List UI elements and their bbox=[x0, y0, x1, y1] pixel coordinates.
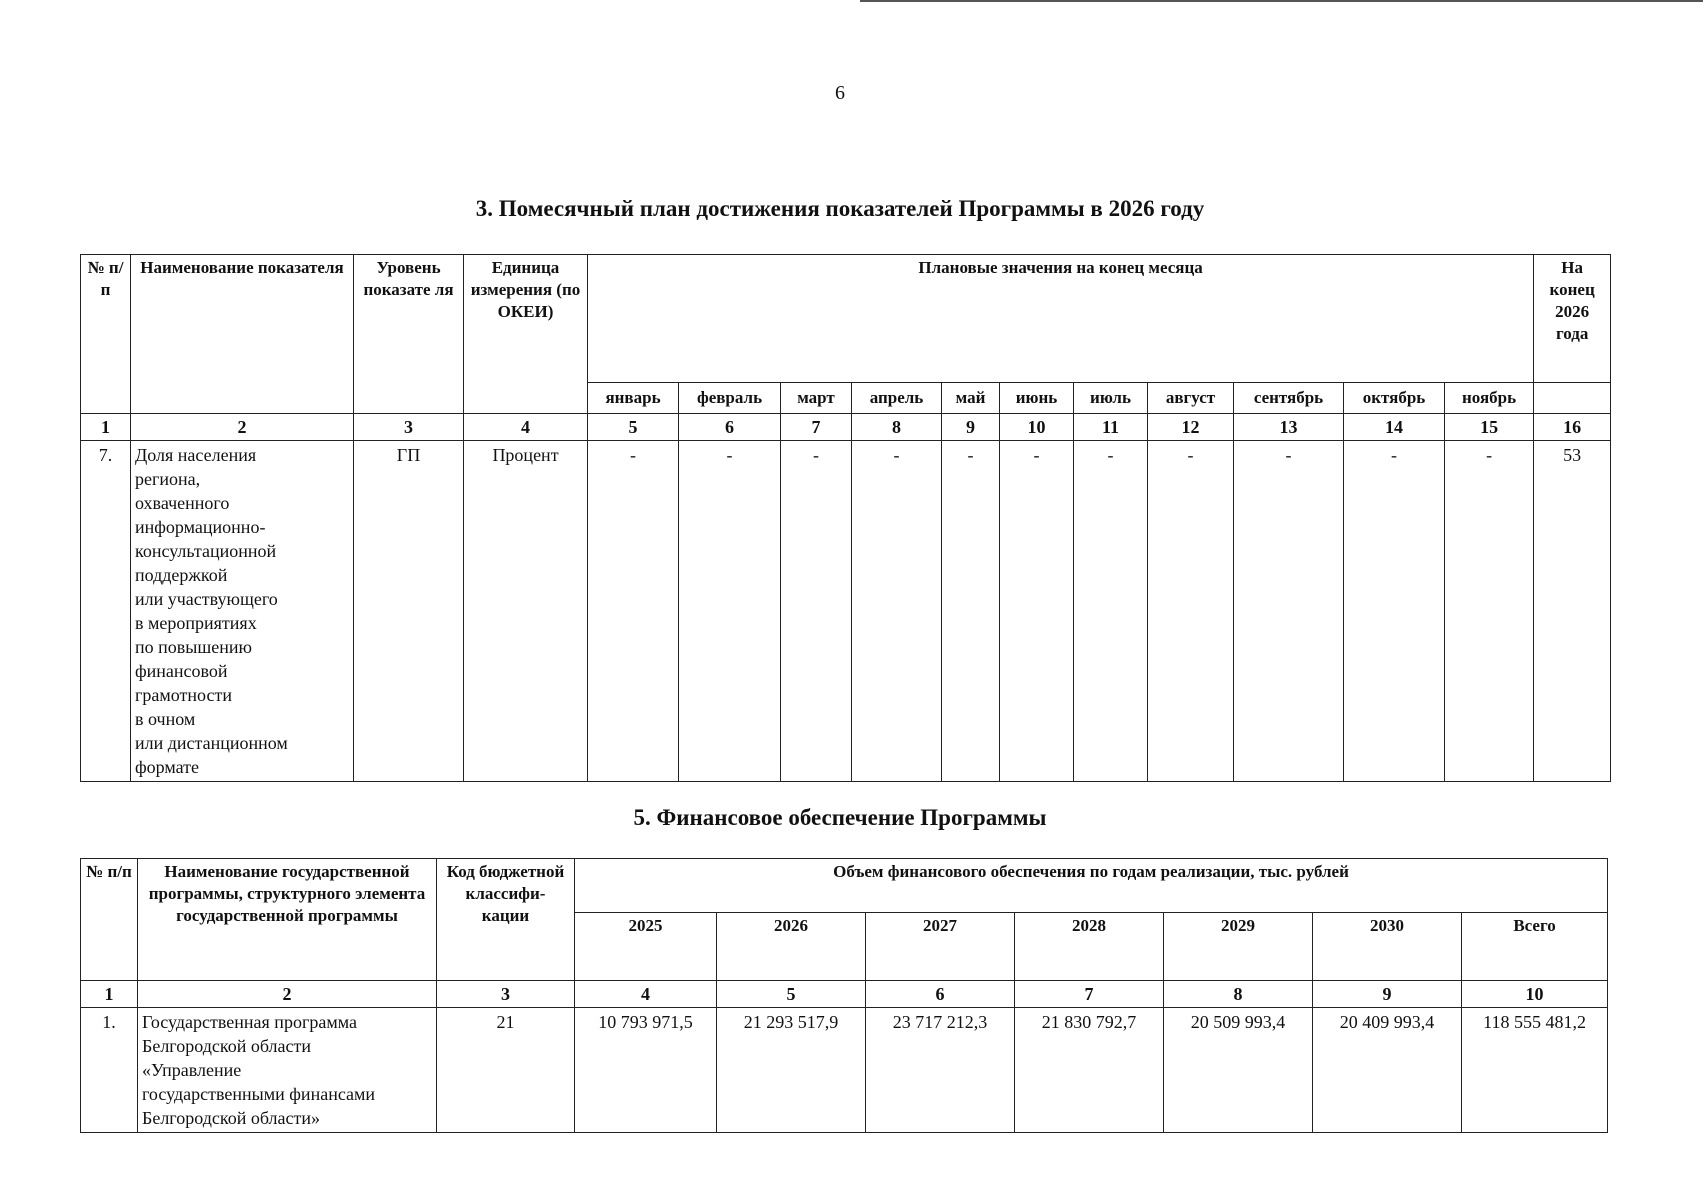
indicator-unit: Процент bbox=[464, 441, 588, 782]
column-number: 16 bbox=[1534, 414, 1611, 441]
header-month: ноябрь bbox=[1445, 383, 1534, 414]
header-planned-values: Плановые значения на конец месяца bbox=[588, 255, 1534, 383]
table-row bbox=[81, 1008, 1608, 1133]
header-financing-volume: Объем финансового обеспечения по годам реализации, тыс. рублей bbox=[575, 859, 1608, 913]
column-number: 9 bbox=[942, 414, 1000, 441]
header-total: Всего bbox=[1462, 913, 1608, 981]
column-number: 14 bbox=[1344, 414, 1445, 441]
financing-value: 20 509 993,4 bbox=[1164, 1008, 1313, 1133]
header-year: 2028 bbox=[1015, 913, 1164, 981]
header-month: октябрь bbox=[1344, 383, 1445, 414]
header-num: № п/п bbox=[81, 859, 138, 981]
monthly-value: - bbox=[1000, 441, 1074, 782]
column-number: 7 bbox=[1015, 981, 1164, 1008]
column-number: 15 bbox=[1445, 414, 1534, 441]
column-number: 1 bbox=[81, 981, 138, 1008]
column-number: 3 bbox=[437, 981, 575, 1008]
monthly-value: - bbox=[1074, 441, 1148, 782]
header-year: 2029 bbox=[1164, 913, 1313, 981]
column-number: 6 bbox=[679, 414, 781, 441]
monthly-value: - bbox=[1445, 441, 1534, 782]
column-number: 9 bbox=[1313, 981, 1462, 1008]
monthly-value: - bbox=[781, 441, 852, 782]
header-year: 2026 bbox=[717, 913, 866, 981]
column-number: 8 bbox=[852, 414, 942, 441]
column-number: 8 bbox=[1164, 981, 1313, 1008]
header-indicator-level: Уровень показате ля bbox=[354, 255, 464, 414]
scan-top-edge-line bbox=[860, 0, 1703, 2]
indicator-name: Доля населения региона, охваченного информационно- консультационной поддержкой или участвующего в мероприятиях по повышению финансовой грамотности в очном или дистанционном формате bbox=[131, 441, 354, 782]
table-row bbox=[81, 441, 1611, 782]
header-indicator-name: Наименование показателя bbox=[131, 255, 354, 414]
financing-value: 21 293 517,9 bbox=[717, 1008, 866, 1133]
year-end-value: 53 bbox=[1534, 441, 1611, 782]
monthly-plan-table bbox=[80, 254, 1611, 782]
monthly-value: - bbox=[942, 441, 1000, 782]
header-year: 2027 bbox=[866, 913, 1015, 981]
header-month: сентябрь bbox=[1234, 383, 1344, 414]
row-num: 1. bbox=[81, 1008, 138, 1133]
column-number: 3 bbox=[354, 414, 464, 441]
header-month: январь bbox=[588, 383, 679, 414]
column-number: 5 bbox=[588, 414, 679, 441]
indicator-level: ГП bbox=[354, 441, 464, 782]
monthly-value: - bbox=[1234, 441, 1344, 782]
program-name: Государственная программа Белгородской области «Управление государственными финансами Белгородской области» bbox=[138, 1008, 437, 1133]
column-number: 11 bbox=[1074, 414, 1148, 441]
header-budget-code: Код бюджетной классифи- кации bbox=[437, 859, 575, 981]
column-number: 12 bbox=[1148, 414, 1234, 441]
header-month: июнь bbox=[1000, 383, 1074, 414]
column-number: 2 bbox=[138, 981, 437, 1008]
column-number: 5 bbox=[717, 981, 866, 1008]
monthly-value: - bbox=[1148, 441, 1234, 782]
header-num: № п/п bbox=[81, 255, 131, 414]
monthly-value: - bbox=[679, 441, 781, 782]
financing-value: 21 830 792,7 bbox=[1015, 1008, 1164, 1133]
budget-code: 21 bbox=[437, 1008, 575, 1133]
header-month: июль bbox=[1074, 383, 1148, 414]
column-number: 10 bbox=[1000, 414, 1074, 441]
column-number: 4 bbox=[575, 981, 717, 1008]
column-number: 13 bbox=[1234, 414, 1344, 441]
header-month: апрель bbox=[852, 383, 942, 414]
column-number: 2 bbox=[131, 414, 354, 441]
column-number: 6 bbox=[866, 981, 1015, 1008]
financing-table bbox=[80, 858, 1608, 1133]
monthly-value: - bbox=[1344, 441, 1445, 782]
header-unit: Единица измерения (по ОКЕИ) bbox=[464, 255, 588, 414]
monthly-value: - bbox=[588, 441, 679, 782]
financing-total-value: 118 555 481,2 bbox=[1462, 1008, 1608, 1133]
header-year: 2030 bbox=[1313, 913, 1462, 981]
page-number: 6 bbox=[835, 82, 845, 104]
section5-title: 5. Финансовое обеспечение Программы bbox=[633, 805, 1047, 830]
financing-value: 20 409 993,4 bbox=[1313, 1008, 1462, 1133]
header-program-name: Наименование государственной программы, структурного элемента государственной программы bbox=[138, 859, 437, 981]
monthly-value: - bbox=[852, 441, 942, 782]
header-month: май bbox=[942, 383, 1000, 414]
column-number: 10 bbox=[1462, 981, 1608, 1008]
header-month: август bbox=[1148, 383, 1234, 414]
header-month-empty bbox=[1534, 383, 1611, 414]
header-year-end: На конец 2026 года bbox=[1534, 255, 1611, 383]
financing-value: 10 793 971,5 bbox=[575, 1008, 717, 1133]
header-year: 2025 bbox=[575, 913, 717, 981]
column-number: 1 bbox=[81, 414, 131, 441]
column-number: 4 bbox=[464, 414, 588, 441]
column-number: 7 bbox=[781, 414, 852, 441]
section3-title: 3. Помесячный план достижения показателей Программы в 2026 году bbox=[475, 196, 1205, 221]
header-month: февраль bbox=[679, 383, 781, 414]
financing-value: 23 717 212,3 bbox=[866, 1008, 1015, 1133]
row-num: 7. bbox=[81, 441, 131, 782]
header-month: март bbox=[781, 383, 852, 414]
